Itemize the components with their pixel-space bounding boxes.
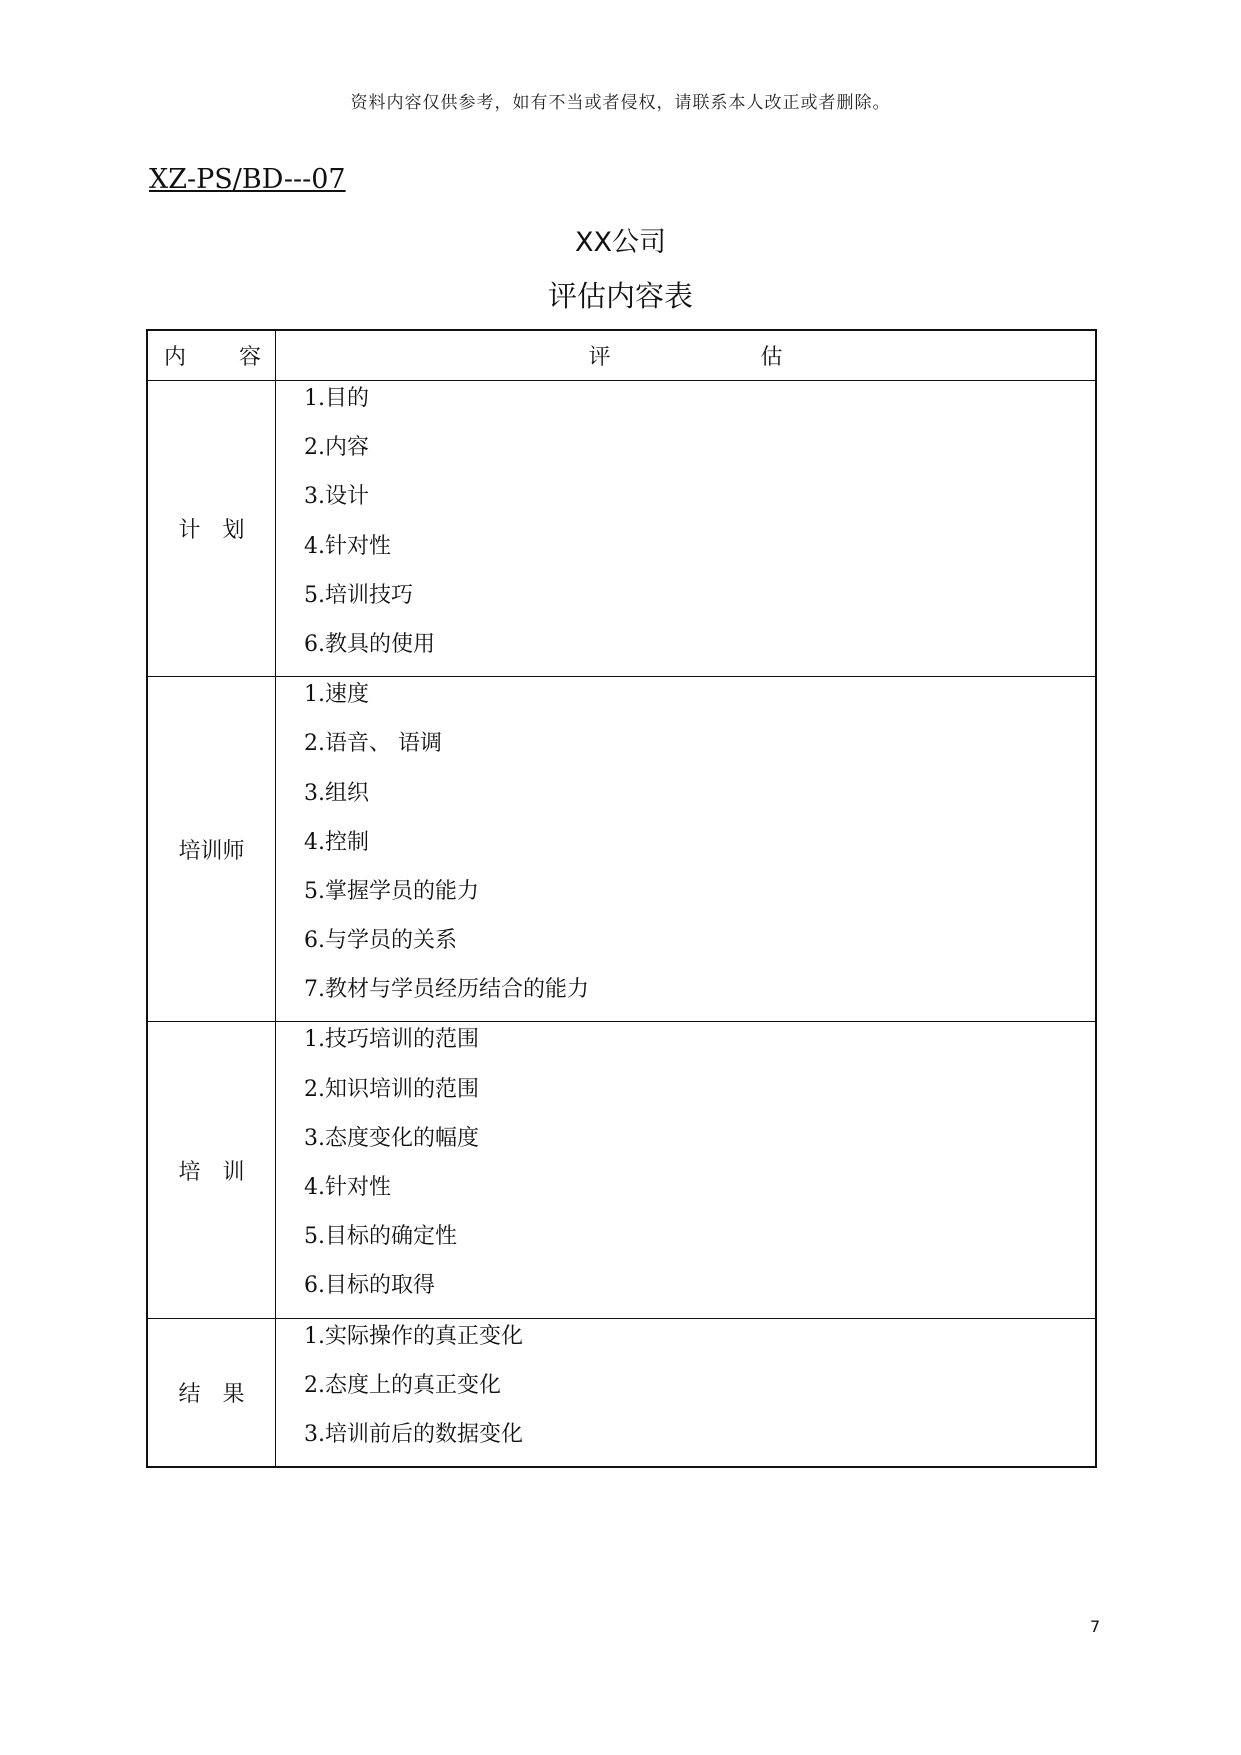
category-label: 结 果: [178, 1381, 245, 1407]
list-item: 3.态度变化的幅度: [304, 1125, 479, 1151]
category-cell: [147, 677, 276, 1022]
form-title: 评估内容表: [547, 279, 693, 313]
list-item: 4.针对性: [304, 533, 391, 559]
list-item: 3.培训前后的数据变化: [304, 1421, 523, 1447]
evaluation-table: [146, 329, 1097, 1468]
header-evaluation: [276, 330, 1097, 381]
list-item: 1.实际操作的真正变化: [304, 1323, 523, 1349]
table-row: [147, 1318, 1096, 1467]
category-label: 培训师: [178, 838, 245, 864]
list-item: 6.目标的取得: [304, 1273, 435, 1299]
category-cell: [147, 381, 276, 677]
company-name: XX公司: [575, 227, 666, 258]
list-item: 2.内容: [304, 435, 369, 461]
table-row: [147, 677, 1096, 1022]
table-header-row: [147, 330, 1096, 381]
list-item: 5.目标的确定性: [304, 1224, 457, 1250]
page-number: 7: [1090, 1617, 1101, 1636]
document-id: XZ-PS/BD---07: [149, 164, 346, 195]
header-evaluation-char: 估: [760, 345, 783, 370]
category-cell: [147, 1022, 276, 1318]
evaluation-items-cell: [276, 381, 1097, 677]
list-item: 1.技巧培训的范围: [304, 1027, 479, 1053]
disclaimer: 资料内容仅供参考，如有不当或者侵权，请联系本人改正或者删除。: [350, 93, 891, 113]
list-item: 3.组织: [304, 780, 369, 806]
list-item: 7.教材与学员经历结合的能力: [304, 977, 589, 1003]
evaluation-items-cell: [276, 1318, 1097, 1467]
list-item: 1.速度: [304, 682, 369, 708]
header-evaluation-char: 评: [588, 345, 611, 370]
category-cell: [147, 1318, 276, 1467]
table-row: [147, 1022, 1096, 1318]
category-label: 培 训: [178, 1159, 245, 1185]
list-item: 5.培训技巧: [304, 582, 413, 608]
category-label: 计 划: [178, 518, 245, 544]
list-item: 6.与学员的关系: [304, 928, 457, 954]
list-item: 2.知识培训的范围: [304, 1076, 479, 1102]
evaluation-items-cell: [276, 1022, 1097, 1318]
header-content-char: 内: [164, 345, 187, 370]
list-item: 2.态度上的真正变化: [304, 1372, 501, 1398]
list-item: 4.控制: [304, 829, 369, 855]
list-item: 2.语音、 语调: [304, 731, 442, 757]
header-content: [147, 330, 276, 381]
list-item: 1.目的: [304, 386, 369, 411]
evaluation-items-cell: [276, 677, 1097, 1022]
list-item: 6.教具的使用: [304, 631, 435, 657]
list-item: 3.设计: [304, 484, 369, 510]
list-item: 5.掌握学员的能力: [304, 878, 479, 904]
list-item: 4.针对性: [304, 1175, 391, 1200]
table-row: [147, 381, 1096, 677]
header-content-char: 容: [238, 345, 261, 370]
